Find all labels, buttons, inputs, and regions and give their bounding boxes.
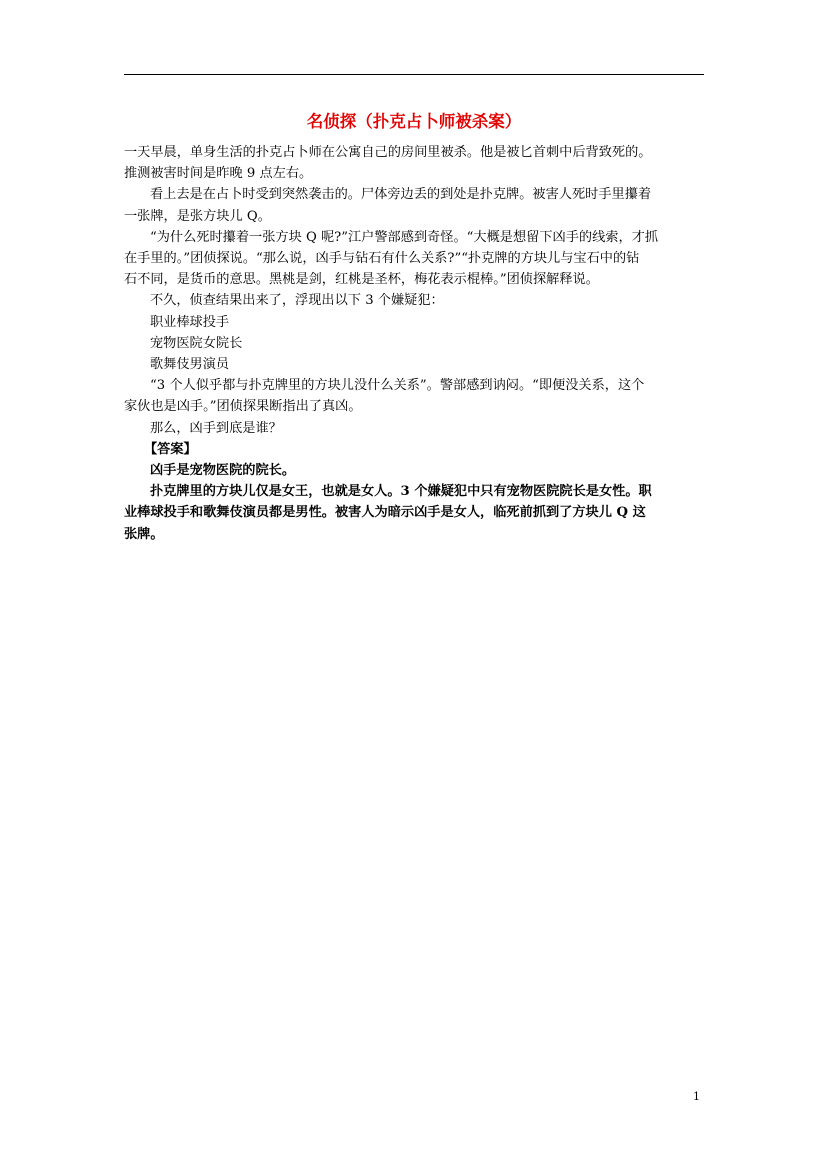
paragraph-line: 一天早晨，单身生活的扑克占卜师在公寓自己的房间里被杀。他是被匕首刺中后背致死的。 xyxy=(124,145,652,160)
question-line: 那么，凶手到底是谁？ xyxy=(150,420,282,436)
paragraph-line: 在手里的。”团侦探说。“那么说，凶手与钻石有什么关系?”“扑克牌的方块儿与宝石中的钻 xyxy=(124,251,640,267)
suspect-item: 歌舞伎男演员 xyxy=(150,357,230,373)
suspect-item: 职业棒球投手 xyxy=(150,314,230,330)
suspect-item: 宠物医院女院长 xyxy=(150,335,243,351)
answer-line: 凶手是宠物医院的院长。 xyxy=(150,463,296,479)
paragraph-line: 看上去是在占卜时受到突然袭击的。尸体旁边丢的到处是扑克牌。被害人死时手里攥着 xyxy=(150,187,652,203)
paragraph-line: 石不同，是货币的意思。黑桃是剑，红桃是圣杯，梅花表示棍棒。”团侦探解释说。 xyxy=(124,272,599,288)
answer-line: 扑克牌里的方块儿仅是女王，也就是女人。3 个嫌疑犯中只有宠物医院院长是女性。职 xyxy=(150,484,652,500)
paragraph-line: 家伙也是凶手。”团侦探果断指出了真凶。 xyxy=(124,399,362,415)
answer-line: 张牌。 xyxy=(124,526,164,542)
paragraph-line: “为什么死时攥着一张方块 Q 呢?”江户警部感到奇怪。“大概是想留下凶手的线索，才抓 xyxy=(150,229,659,245)
paragraph-line: 一张牌，是张方块儿 Q。 xyxy=(124,208,271,224)
document-title: 名侦探（扑克占卜师被杀案） xyxy=(306,112,522,131)
answer-line: 业棒球投手和歌舞伎演员都是男性。被害人为暗示凶手是女人，临死前抓到了方块儿 Q 这 xyxy=(124,505,646,521)
document-body xyxy=(124,142,704,545)
page-number: 1 xyxy=(693,1090,700,1103)
paragraph-line: 推测被害时间是昨晚 9 点左右。 xyxy=(124,166,313,182)
header-rule xyxy=(124,74,704,75)
answer-heading: 【答案】 xyxy=(144,441,197,457)
paragraph-line: 不久，侦查结果出来了，浮现出以下 3 个嫌疑犯： xyxy=(150,293,444,309)
paragraph-line: “3 个人似乎都与扑克牌里的方块儿没什么关系”。警部感到讷闷。“即便没关系，这个 xyxy=(150,378,645,394)
